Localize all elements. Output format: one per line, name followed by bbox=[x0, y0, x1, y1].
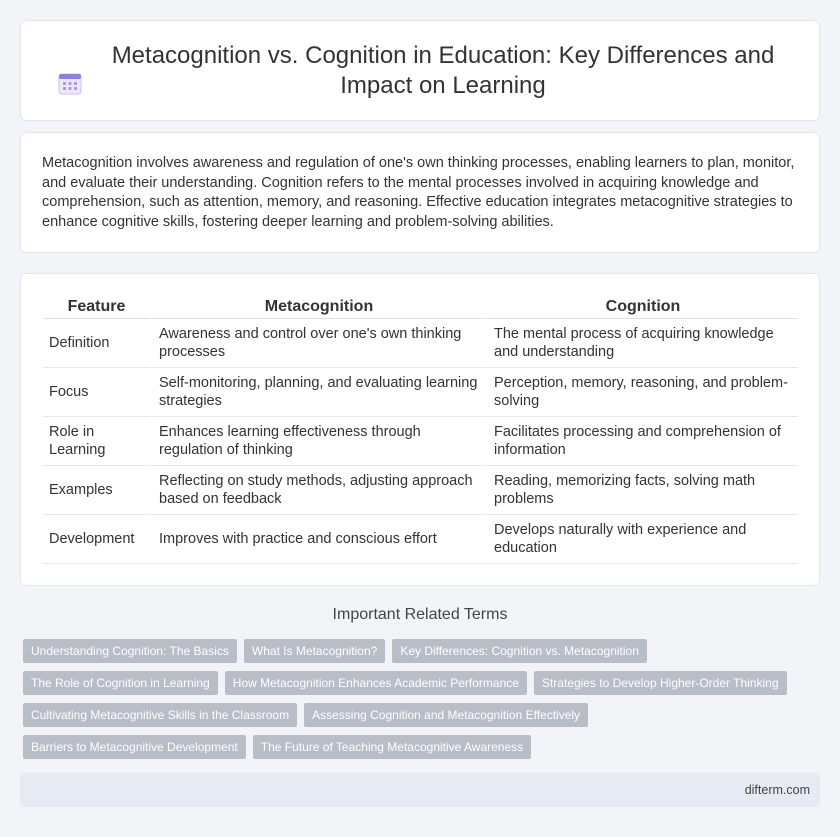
footer bbox=[20, 773, 820, 807]
table-row bbox=[43, 466, 798, 515]
row-metacognition: Awareness and control over one's own thinking processes bbox=[150, 319, 485, 368]
row-metacognition: Self-monitoring, planning, and evaluating learning strategies bbox=[150, 368, 485, 417]
row-feature: Definition bbox=[43, 319, 150, 368]
comparison-table bbox=[43, 295, 798, 564]
intro-card bbox=[20, 132, 820, 253]
table-row bbox=[43, 417, 798, 466]
footer-brand[interactable]: difterm.com bbox=[744, 783, 810, 797]
table-row bbox=[43, 368, 798, 417]
row-metacognition: Improves with practice and conscious effort bbox=[150, 515, 485, 564]
row-cognition: Develops naturally with experience and education bbox=[485, 515, 798, 564]
related-tag[interactable]: What Is Metacognition? bbox=[244, 639, 385, 663]
comparison-table-card bbox=[20, 273, 820, 586]
row-feature: Examples bbox=[43, 466, 150, 515]
related-tag[interactable]: Strategies to Develop Higher-Order Thinking bbox=[534, 671, 787, 695]
related-tag[interactable]: Key Differences: Cognition vs. Metacognition bbox=[392, 639, 647, 663]
header-feature: Feature bbox=[43, 295, 150, 319]
table-header-row bbox=[43, 295, 798, 319]
row-feature: Role in Learning bbox=[43, 417, 150, 466]
header-cognition: Cognition bbox=[485, 295, 798, 319]
intro-paragraph: Metacognition involves awareness and regulation of one's own thinking processes, enabling learners to plan, monitor, and evaluate their understanding. Cognition refers to the mental processes involved in acquiring knowledge and comprehension, such as attention, memory, and reasoning. Effective education integrates metacognitive strategies to enhance cognitive skills, fostering deeper learning and problem-solving abilities. bbox=[42, 155, 795, 230]
related-tags-row bbox=[23, 735, 531, 759]
row-metacognition: Reflecting on study methods, adjusting approach based on feedback bbox=[150, 466, 485, 515]
related-tag[interactable]: The Role of Cognition in Learning bbox=[23, 671, 218, 695]
related-tag[interactable]: Barriers to Metacognitive Development bbox=[23, 735, 246, 759]
related-tag[interactable]: The Future of Teaching Metacognitive Awareness bbox=[253, 735, 531, 759]
related-tags-row bbox=[23, 639, 647, 663]
related-tags-row bbox=[23, 671, 787, 695]
header-metacognition: Metacognition bbox=[150, 295, 485, 319]
row-metacognition: Enhances learning effectiveness through regulation of thinking bbox=[150, 417, 485, 466]
related-tag[interactable]: Understanding Cognition: The Basics bbox=[23, 639, 237, 663]
related-tags-row bbox=[23, 703, 588, 727]
row-cognition: Reading, memorizing facts, solving math problems bbox=[485, 466, 798, 515]
related-tag[interactable]: How Metacognition Enhances Academic Performance bbox=[225, 671, 527, 695]
table-row bbox=[43, 319, 798, 368]
row-cognition: Perception, memory, reasoning, and problem-solving bbox=[485, 368, 798, 417]
related-terms-title: Important Related Terms bbox=[332, 606, 508, 623]
row-feature: Focus bbox=[43, 368, 150, 417]
header-card bbox=[20, 20, 820, 121]
related-tag[interactable]: Assessing Cognition and Metacognition Effectively bbox=[304, 703, 588, 727]
row-feature: Development bbox=[43, 515, 150, 564]
row-cognition: Facilitates processing and comprehension of information bbox=[485, 417, 798, 466]
table-grid-icon bbox=[57, 71, 83, 97]
row-cognition: The mental process of acquiring knowledge and understanding bbox=[485, 319, 798, 368]
table-row bbox=[43, 515, 798, 564]
page-title: Metacognition vs. Cognition in Education: Key Differences and Impact on Learning bbox=[111, 41, 775, 99]
related-tag[interactable]: Cultivating Metacognitive Skills in the Classroom bbox=[23, 703, 297, 727]
